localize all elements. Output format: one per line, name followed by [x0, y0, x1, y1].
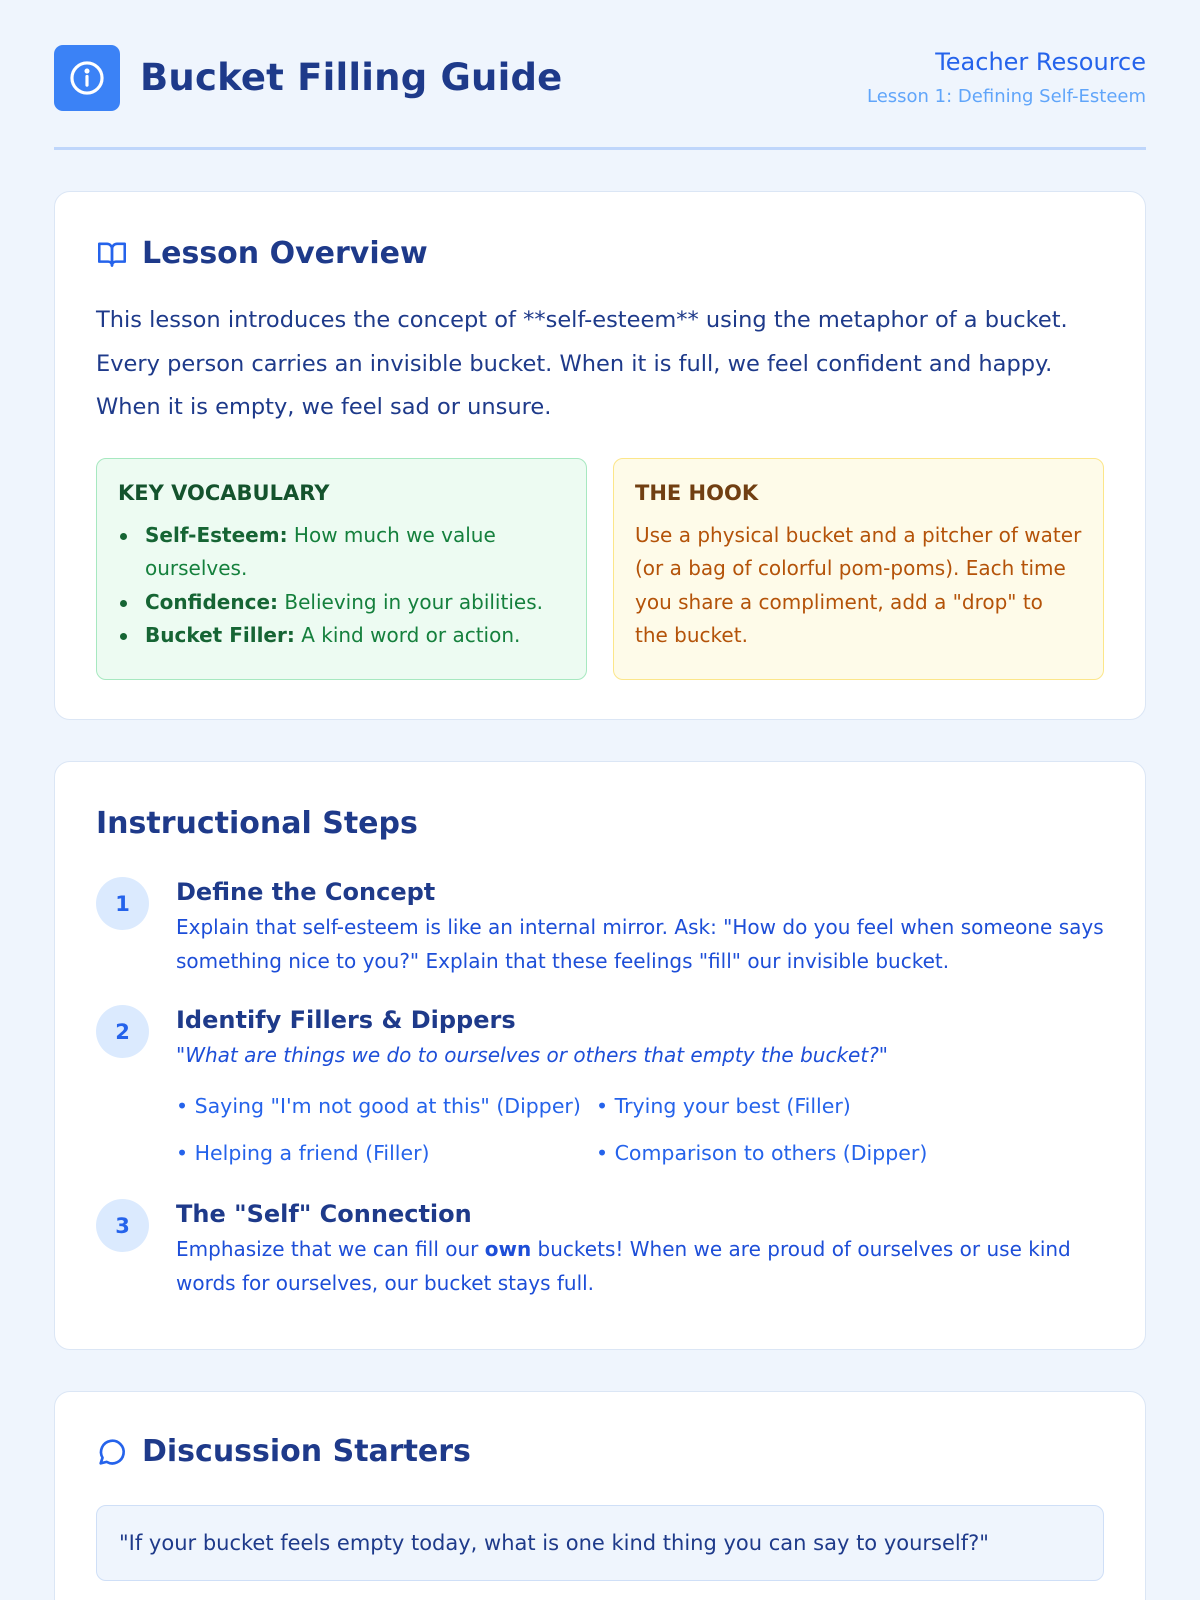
step-number: 2 [96, 1005, 149, 1058]
example-item: • Helping a friend (Filler) [176, 1130, 596, 1177]
book-open-icon [96, 240, 128, 268]
step-text [176, 1233, 1104, 1300]
overview-text: This lesson introduces the concept of **self-esteem** using the metaphor of a bucket. Every person carries an invisible bucket. When it is full, we feel confident and happy. When it is empty, we feel sad or unsure. [96, 307, 1068, 420]
lesson-label: Lesson 1: Defining Self-Esteem [867, 86, 1146, 107]
discussion-card [54, 1391, 1146, 1600]
steps-card [54, 761, 1146, 1350]
step-number: 1 [96, 877, 149, 930]
hook-title: THE HOOK [635, 480, 759, 505]
vocab-term: Confidence: [145, 589, 279, 614]
vocabulary-list [118, 519, 565, 653]
page-title: Bucket Filling Guide [140, 56, 563, 99]
header-meta [867, 48, 1146, 107]
vocab-definition: How much we value ourselves. [145, 522, 496, 580]
discussion-prompt: "If your bucket feels empty today, what is one kind thing you can say to yourself?" [96, 1505, 1104, 1581]
example-item: • Comparison to others (Dipper) [596, 1130, 1016, 1177]
resource-label: Teacher Resource [935, 48, 1146, 76]
example-item: • Saying "I'm not good at this" (Dipper) [176, 1083, 596, 1130]
example-item: • Trying your best (Filler) [596, 1083, 1016, 1130]
step-item [96, 1005, 1104, 1177]
brand [54, 45, 562, 111]
step-number: 3 [96, 1199, 149, 1252]
overview-heading [96, 236, 1104, 271]
vocab-item [118, 586, 565, 620]
hook-box [613, 458, 1104, 680]
vocab-definition: A kind word or action. [294, 623, 521, 647]
header [54, 0, 1146, 150]
step-text-emphasis: own [484, 1237, 532, 1261]
steps-title: Instructional Steps [96, 806, 418, 841]
vocab-term: Bucket Filler: [145, 623, 295, 647]
overview-boxes [96, 458, 1104, 680]
vocab-definition: Believing in your abilities. [278, 589, 543, 614]
vocabulary-title: KEY VOCABULARY [118, 480, 330, 505]
examples-grid [176, 1083, 1104, 1177]
vocab-item [118, 619, 565, 653]
step-title: Identify Fillers & Dippers [176, 1006, 516, 1034]
vocab-term: Self-Esteem: [145, 522, 288, 547]
step-body [176, 1199, 1104, 1300]
vocabulary-box [96, 458, 587, 680]
hook-text: Use a physical bucket and a pitcher of water (or a bag of colorful pom-poms). Each time you share a compliment, add a "drop" to the bucket. [635, 522, 1082, 647]
step-body [176, 877, 1104, 978]
step-text: Explain that self-esteem is like an internal mirror. Ask: "How do you feel when someone says something nice to you?" Explain that these feelings "fill" our invisible bucket. [176, 915, 1104, 973]
discussion-heading [96, 1434, 1104, 1469]
step-item [96, 1199, 1104, 1300]
step-text-part: buckets! When we are proud of ourselves or use kind words for ourselves, our bucket stays full. [176, 1237, 1071, 1295]
step-title: Define the Concept [176, 878, 436, 906]
step-text-part: Emphasize that we can fill our [176, 1237, 485, 1261]
step-item [96, 877, 1104, 978]
speech-bubble-icon [96, 1436, 128, 1468]
vocab-item [118, 519, 565, 586]
discussion-title: Discussion Starters [142, 1434, 471, 1469]
info-icon [54, 45, 120, 111]
overview-card [54, 191, 1146, 720]
overview-title: Lesson Overview [142, 236, 428, 271]
step-body [176, 1005, 1104, 1177]
step-title: The "Self" Connection [176, 1200, 472, 1228]
step-quote: "What are things we do to ourselves or others that empty the bucket?" [176, 1043, 889, 1067]
